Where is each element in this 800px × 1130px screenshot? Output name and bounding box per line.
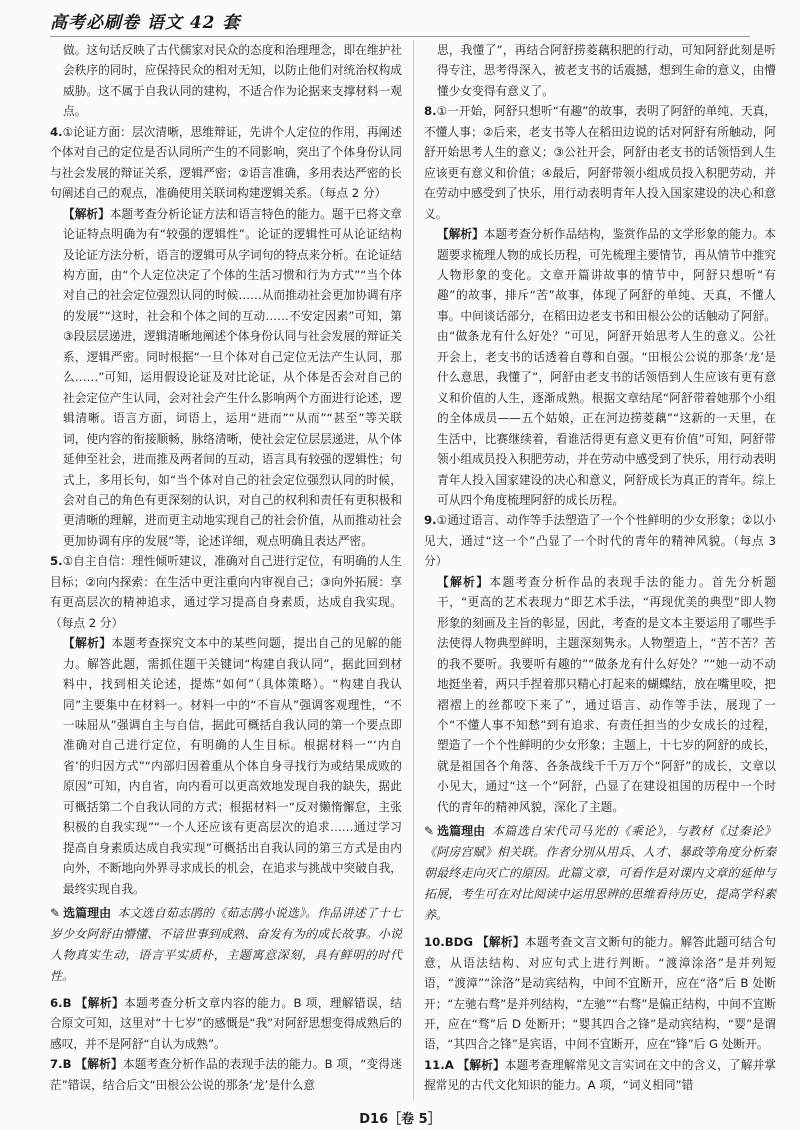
question-5 [50, 551, 402, 899]
selection-reason-text: 本篇选自宋代司马光的《乘论》，与教材《过秦论》《阿房宫赋》相关联。作者分别从用兵、人才、暴政等角度分析秦朝最终走向灭亡的原因。此篇文章，可看作是对课内文章的延伸与拓展，考生可在对比阅读中运用思辨的思维看待历史，提高学科素养。 [424, 824, 776, 923]
analysis-tag: 【解析】 [437, 574, 490, 589]
analysis-text: 本题考查理解常见文言实词在文中的含义，了解并掌握常见的古代文化知识的能力。A 项，“词义相同”错 [424, 1057, 776, 1093]
analysis-tag: 【解析】 [476, 935, 525, 950]
question-number: 8. [424, 104, 437, 119]
left-column [50, 40, 402, 1095]
selection-reason [424, 821, 776, 926]
analysis-tag: 【解析】 [457, 1057, 505, 1072]
analysis-tag: 【解析】 [63, 206, 110, 221]
question-number: 11. [424, 1057, 445, 1072]
answer-text: BDG [444, 935, 473, 950]
continued-text: 做。这句话反映了古代儒家对民众的态度和治理理念，即在维护社会秩序的同时，应保持民众的相对无知，以防止他们对统治权构成威胁。这不属于自我认同的建构，不适合作为论据来支撑材料一观点。 [63, 43, 402, 119]
analysis-text: 本题考查分析作品的表现手法的能力。首先分析题干，“更高的艺术表现力”即艺术手法，“再现优美的典型”即人物形象的刻画及主旨的彰显，因此，考查的是文本主要运用了哪些手法使得人物典型鲜明，主题深刻隽永。人物塑造上，“苦不苦？苦的我不要听。我要听有趣的”“做条龙有什么好处？”“她一动不动地挺坐着，两只手捏着那只精心打起来的蝴蝶结，放在嘴里咬，把褶褶上的丝都咬下来了”，通过语言、动作等手法，展现了一个“不懂人事不知愁”到有追求、有责任担当的少女成长的过程，塑造了一个个性鲜明的少女形象；主题上，十七岁的阿舒的成长，就是祖国各个角落、各条战线千千万万个“阿舒”的成长，文章以小见大，通过“这一个”阿舒，凸显了在建设祖国的历程中一个时代的青年的精神风貌，深化了主题。 [437, 574, 776, 814]
question-number: 5. [50, 554, 63, 569]
analysis-text: 本题考查分析作品的表现手法的能力。B 项，“变得迷茫”错误，结合后文“田根公公说的那条‘龙’是什么意 [50, 1057, 402, 1092]
question-4 [50, 122, 402, 552]
selection-reason-label: 选篇理由 [63, 906, 112, 921]
question-7 [50, 1054, 402, 1095]
question-8 [424, 101, 776, 510]
analysis-tag: 【解析】 [75, 1057, 123, 1072]
selection-reason-label: 选篇理由 [437, 824, 486, 839]
answer-text: B [62, 1057, 72, 1072]
right-column [424, 40, 776, 1096]
question-number: 9. [424, 513, 437, 528]
answer-text: A [444, 1057, 454, 1072]
column-divider [413, 40, 414, 1100]
selection-reason-text: 本文选自茹志鹃的《茹志鹃小说选》。作品讲述了十七岁少女阿舒由懵懂、不谙世事到成熟、奋发有为的成长故事。小说人物真实生动，语言平实质朴，主题寓意深刻，具有鲜明的时代性。 [50, 906, 402, 984]
answer-text: B [62, 996, 72, 1011]
question-11 [424, 1055, 776, 1096]
analysis-text: 本题考查探究文本中的某些问题，提出自己的见解的能力。解答此题，需抓住题干关键词“构建自我认同”，据此回到材料中，找到相关论述，提炼“如何”（具体策略）。“构建自我认同”主要集中在材料一。材料一中的“不盲从”强调客观理性，“不一味屈从”强调自主与自信，据此可概括自我认同的第一个要点即准确对自己进行定位，有明确的人生目标。根据材料一“‘内自省’的归因方式”“内部归因着重从个体自身寻找行为或结果成败的原因”可知，内自省，向内看可以更高效地发现自我的缺失，据此可概括第二个自我认同的方式；根据材料一“反对懒惰懈怠，主张积极的自我实现”“一个人还应该有更高层次的追求……通过学习提高自身素质达成自我实现”可概括出自我认同的第三方式是由内向外，不断地向外界寻求成长的机会，在追求与挑战中突破自我，最终实现自我。 [63, 636, 402, 896]
pen-icon: ✎ [424, 824, 435, 839]
selection-reason [50, 903, 402, 987]
question-9 [424, 510, 776, 817]
question-number: 10. [424, 935, 445, 950]
question-10 [424, 932, 776, 1055]
analysis-tag: 【解析】 [75, 996, 125, 1011]
analysis-tag: 【解析】 [63, 636, 112, 651]
continued-text: 思，我懂了”，再结合阿舒捞菱藕积肥的行动，可知阿舒此刻是听得专注，思考得深入，被老支书的话震撼，想到生命的意义，由懵懂少女变得有意义了。 [437, 43, 776, 98]
analysis-text: 本题考查分析作品结构，鉴赏作品的文学形象的能力。本题要求梳理人物的成长历程，可先梳理主要情节，再从情节中推究人物形象的变化。文章开篇讲故事的情节中，阿舒只想听“有趣”的故事，排斥“苦”故事，体现了阿舒的单纯、天真，不懂人事。中间谈话部分，在稻田边老支书和田根公公的话触动了阿舒。由“做条龙有什么好处？”可见，阿舒开始思考人生的意义。公社开会上，老支书的话透着自尊和自强。“田根公公说的那条‘龙’是什么意思，我懂了”，阿舒由老支书的话领悟到人生应该有更有意义和价值的人生，逐渐成熟。根据文章结尾“阿舒带着她那个小组的全体成员——五个姑娘，正在河边捞菱藕”“这新的一天里，在生活中，比赛继续着，看谁活得更有意义更有价值”可知，阿舒带领小组成员投入积肥劳动，并在劳动中感受到了快乐，用行动表明青年人投入国家建设的决心和意义，阿舒成长为真正的青年。综上可从四个角度梳理阿舒的成长历程。 [437, 227, 776, 507]
answer-text: ①一开始，阿舒只想听“有趣”的故事，表明了阿舒的单纯、天真，不懂人事；②后来，老支书等人在稻田边说的话对阿舒有所触动，阿舒开始思考人生的意义；③公社开会，阿舒由老支书的话领悟到人生应该更有意义和价值；④最后，阿舒带领小组成员投入积肥劳动，并在劳动中感受到了快乐，用行动表明青年人投入国家建设的决心和意义。 [424, 104, 776, 221]
analysis-text: 本题考查文言文断句的能力。解答此题可结合句意，从语法结构、对应句式上进行判断。“渡漳涂洛”是并列短语，“渡漳”“涂洛”是动宾结构，中间不宜断开，应在“洛”后 B 处断开；“左驰右骛”是并列结构，“左驰”“右骛”是偏正结构，中间不宜断开，应在“骛”后 D 处断开；“婴其四合之锋”是动宾结构，“婴”是谓语，“其四合之锋”是宾语，中间不宜断开，应在“锋”后 G 处断开。 [424, 935, 776, 1052]
analysis-tag: 【解析】 [437, 227, 484, 242]
analysis-text: 本题考查分析论证方法和语言特色的能力。题干已将文章论证特点明确为有“较强的逻辑性”。论证的逻辑性可从论证结构及论证方法分析，语言的逻辑可从字词句的特点来分析。在论证结构方面，由“个人定位决定了个体的生活习惯和行为方式”“当个体对自己的社会定位强烈认同的时候……从而推动社会更加协调有序的发展”“这时，社会和个体之间的互动……不安定因素”可知，第③段层层递进，逻辑清晰地阐述个体身份认同与社会发展的辩证关系，逻辑严密。同时根据“一旦个体对自己定位无法产生认同，那么……”可知，运用假设论证及对比论证，从个体是否会对自己的社会定位产生认同，会对社会产生什么影响两个方面进行论述，逻辑清晰。语言方面，词语上，运用“进而”“从而”“甚至”等关联词，使内容的衔接顺畅，脉络清晰，使社会定位层层递进，从个体延伸至社会，进而推及两者间的互动，语言具有较强的逻辑性；句式上，多用长句，如“当个体对自己的社会定位强烈认同的时候，会对自己的角色有更深刻的认识，对自己的权利和责任有更积极和更清晰的理解，进而更主动地实现自己的社会价值，从而推动社会更加协调有序的发展”等，论述详细，观点明确且表达严密。 [63, 206, 402, 548]
question-number: 6. [50, 996, 63, 1011]
question-number: 4. [50, 124, 63, 139]
answer-text: ①通过语言、动作等手法塑造了一个个性鲜明的少女形象；②以小见大，通过“这一个”凸显了一个时代的青年的精神风貌。（每点 3 分） [424, 513, 776, 569]
header-rule [50, 36, 750, 37]
book-header-title: 高考必刷卷 语文 42 套 [50, 13, 241, 33]
analysis-text: 本题考查分析文章内容的能力。B 项，理解错误，结合原文可知，这里对“十七岁”的感慨是“我”对阿舒思想变得成熟后的感叹，并不是阿舒“自认为成熟”。 [50, 996, 402, 1051]
pen-icon: ✎ [50, 906, 61, 921]
answer-text: ①论证方面：层次清晰，思维辩证，先讲个人定位的作用，再阐述个体对自己的定位是否认同所产生的不同影响，突出了个体身份认同与社会发展的辩证关系，逻辑严密；②语言准确，多用表达严密的长句阐述自己的观点，准确使用关联词构建逻辑关系。（每点 2 分） [50, 124, 402, 201]
page-number: D16［卷 5］ [359, 1112, 441, 1127]
question-number: 7. [50, 1057, 63, 1072]
question-6 [50, 993, 402, 1054]
answer-text: ①自主自信：理性倾听建议，准确对自己进行定位，有明确的人生目标；②向内探索：在生活中更注重向内审视自己；③向外拓展：享有更高层次的精神追求，通过学习提高自身素质，达成自我实现。（每点 2 分） [50, 554, 402, 630]
